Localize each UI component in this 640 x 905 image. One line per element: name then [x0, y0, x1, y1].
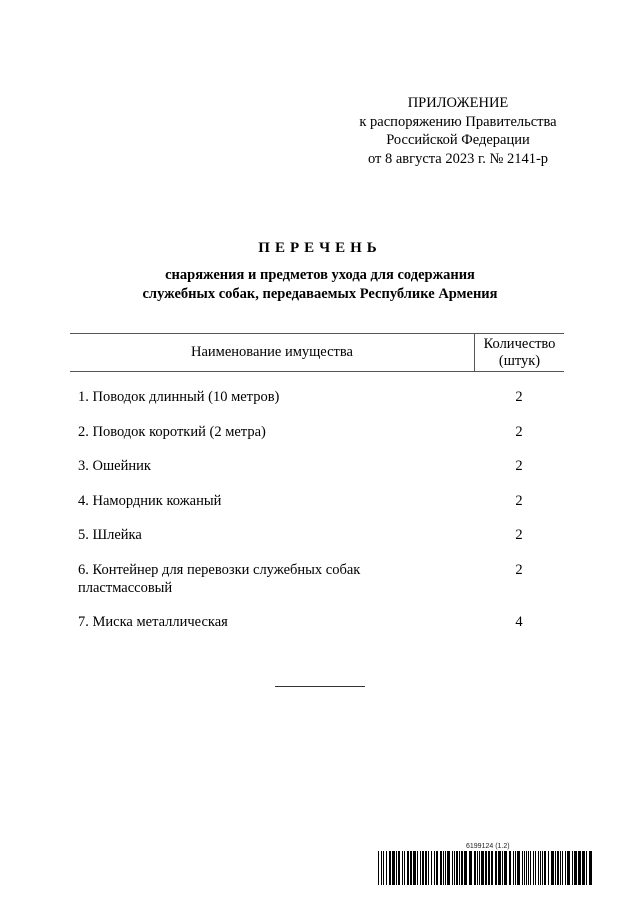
subtitle-line: служебных собак, передаваемых Республике Армения [142, 286, 498, 302]
items-table [70, 333, 564, 630]
item-qty: 2 [515, 424, 523, 440]
header-quantity [475, 334, 564, 371]
item-name: 5. Шлейка [78, 527, 142, 543]
item-qty: 2 [515, 527, 523, 543]
table-row [78, 457, 564, 475]
table-row [78, 561, 564, 597]
table-row [78, 526, 564, 544]
table-row [78, 492, 564, 510]
table-row [78, 423, 564, 441]
barcode-image [378, 851, 592, 885]
appendix-date-number: от 8 августа 2023 г. № 2141-р [367, 150, 549, 167]
item-name: 4. Намордник кожаный [78, 493, 222, 509]
item-name: 2. Поводок короткий (2 метра) [78, 424, 266, 440]
item-qty: 2 [515, 493, 523, 509]
end-divider [275, 686, 365, 687]
item-name: 7. Миска металлическая [78, 614, 228, 630]
item-qty: 2 [515, 562, 523, 578]
appendix-title: ПРИЛОЖЕНИЕ [407, 95, 509, 111]
table-header [70, 333, 564, 372]
item-qty: 4 [515, 614, 523, 630]
barcode-id: 6199124 (1.2) [466, 843, 510, 850]
item-name-line: 6. Контейнер для перевозки служебных собак [78, 562, 361, 578]
header-name: Наименование имущества [70, 334, 475, 371]
item-name-line: пластмассовый [78, 580, 173, 596]
document-subtitle [0, 266, 640, 304]
document-title: ПЕРЕЧЕНЬ [258, 240, 382, 256]
header-qty-unit: (штук) [498, 352, 541, 369]
table-row [78, 388, 564, 406]
item-name: 1. Поводок длинный (10 метров) [78, 389, 280, 405]
header-qty-label: Количество [483, 335, 556, 352]
appendix-block [340, 94, 576, 168]
subtitle-line: снаряжения и предметов ухода для содержания [165, 267, 475, 283]
table-row [78, 613, 564, 631]
item-qty: 2 [515, 389, 523, 405]
item-name: 3. Ошейник [78, 458, 151, 474]
appendix-ref-line: Российской Федерации [386, 132, 530, 148]
item-name [78, 561, 474, 597]
appendix-ref-line: к распоряжению Правительства [359, 113, 557, 130]
item-qty: 2 [515, 458, 523, 474]
